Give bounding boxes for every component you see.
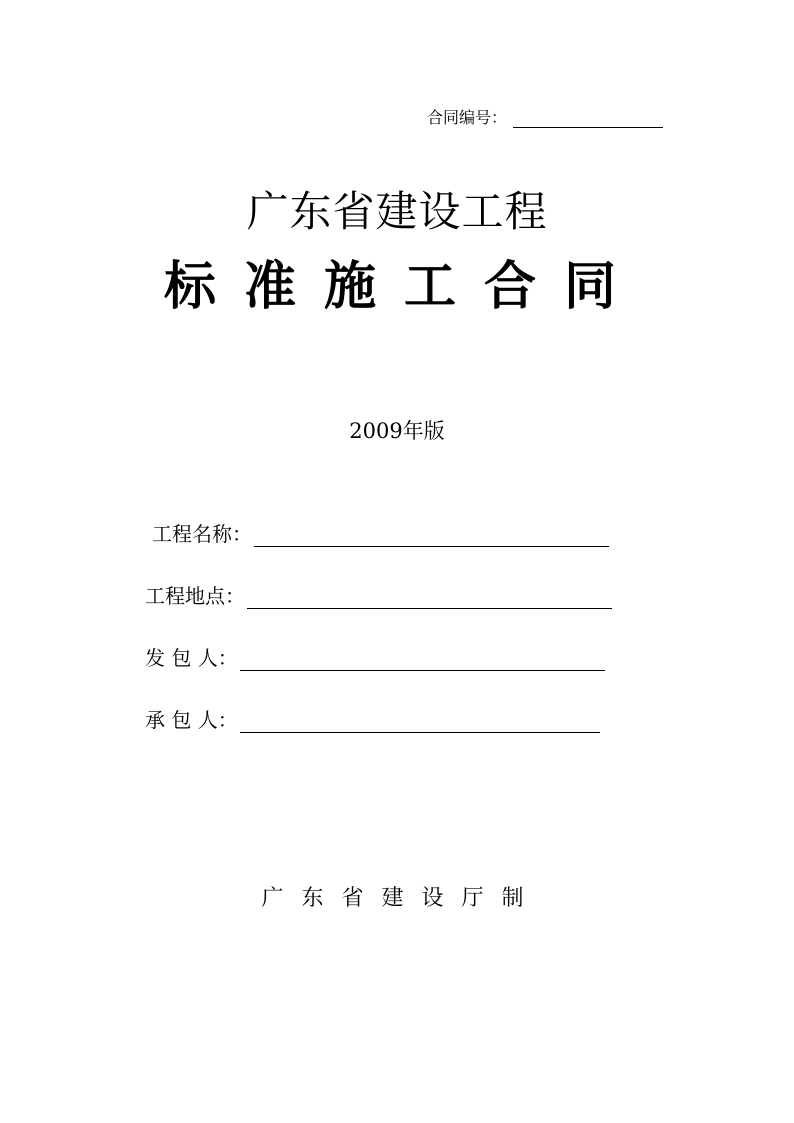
- field-project-name-label: 工程名称：: [152, 522, 252, 546]
- field-employer-label: 发 包 人：: [145, 646, 238, 670]
- field-project-location-blank: [247, 584, 612, 609]
- field-project-location: [145, 583, 612, 609]
- issuer: 广东省建设厅制: [261, 886, 542, 911]
- contract-number-blank: [513, 108, 663, 128]
- field-contractor: [145, 707, 600, 733]
- field-employer: [145, 645, 605, 671]
- field-contractor-label: 承 包 人：: [145, 708, 238, 732]
- title-line-1: 广东省建设工程: [246, 187, 548, 236]
- field-project-location-label: 工程地点：: [145, 584, 245, 608]
- edition-label: 2009年版: [349, 419, 445, 443]
- field-contractor-blank: [240, 708, 600, 733]
- contract-number: [427, 108, 663, 128]
- field-project-name-blank: [254, 522, 609, 547]
- field-project-name: [152, 521, 609, 547]
- field-employer-blank: [240, 646, 605, 671]
- contract-number-label: 合同编号：: [427, 108, 508, 127]
- title-line-2: 标准施工合同: [163, 256, 644, 317]
